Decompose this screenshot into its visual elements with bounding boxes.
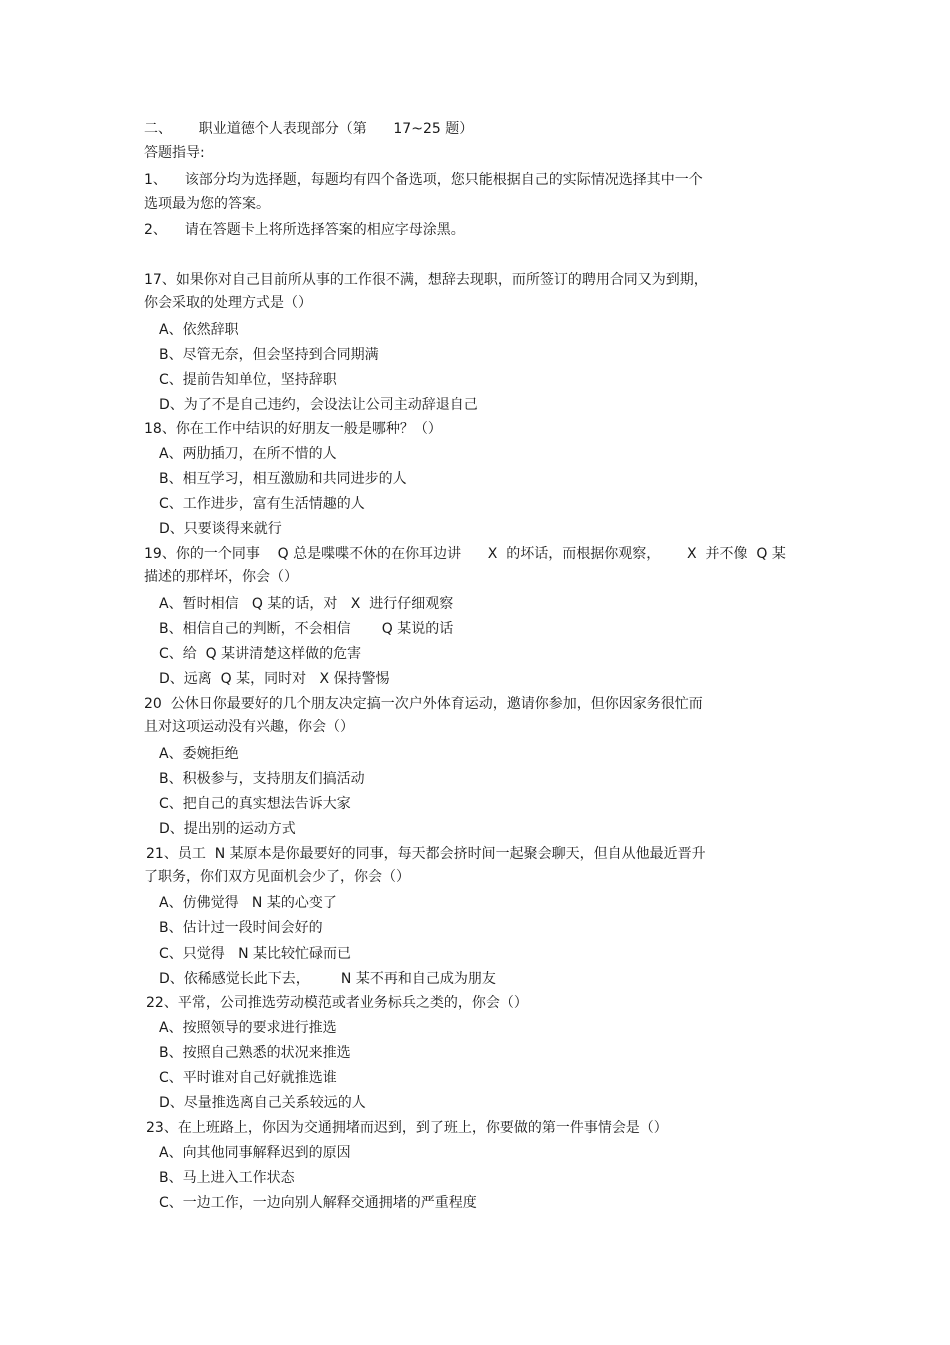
instructions-label: 答题指导: <box>144 145 205 161</box>
question-17-stem: 17、如果你对自己目前所从事的工作很不满，想辞去现职，而所签订的聘用合同又为到期， <box>144 272 708 288</box>
question-21-stem: 21、员工 N 某原本是你最要好的同事，每天都会挤时间一起聚会聊天，但自从他最近晋升 <box>146 846 706 862</box>
question-19-stem: 19、你的一个同事 Q 总是喋喋不休的在你耳边讲 X 的坏话，而根据你观察， X 并不像 Q 某 <box>144 546 786 562</box>
question-19-option-a: A、暂时相信 Q 某的话，对 X 进行仔细观察 <box>159 596 454 612</box>
question-19-stem-cont: 描述的那样坏，你会（） <box>144 569 298 585</box>
question-21-option-d: D、依稀感觉长此下去， N 某不再和自己成为朋友 <box>159 971 496 987</box>
question-21-stem-cont: 了职务，你们双方见面机会少了，你会（） <box>144 869 410 885</box>
question-18-option-b: B、相互学习，相互激励和共同进步的人 <box>159 471 407 487</box>
instruction-item-2: 2、 请在答题卡上将所选择答案的相应字母涂黑。 <box>144 222 465 238</box>
question-23-stem: 23、在上班路上，你因为交通拥堵而迟到，到了班上，你要做的第一件事情会是（） <box>146 1120 668 1136</box>
question-20-stem-cont: 且对这项运动没有兴趣，你会（） <box>144 719 354 735</box>
question-17-option-c: C、提前告知单位，坚持辞职 <box>159 372 337 388</box>
question-17-option-d: D、为了不是自己违约，会设法让公司主动辞退自己 <box>159 397 478 413</box>
question-18-stem: 18、你在工作中结识的好朋友一般是哪种？（） <box>144 421 442 437</box>
question-19-option-d: D、远离 Q 某，同时对 X 保持警惕 <box>159 671 390 687</box>
question-18-option-a: A、两肋插刀，在所不惜的人 <box>159 446 337 462</box>
question-17-option-b: B、尽管无奈，但会坚持到合同期满 <box>159 347 379 363</box>
question-18-option-c: C、工作进步，富有生活情趣的人 <box>159 496 365 512</box>
question-22-option-c: C、平时谁对自己好就推选谁 <box>159 1070 337 1086</box>
question-21-option-b: B、估计过一段时间会好的 <box>159 920 323 936</box>
question-23-option-c: C、一边工作，一边向别人解释交通拥堵的严重程度 <box>159 1195 477 1211</box>
question-19-option-c: C、给 Q 某讲清楚这样做的危害 <box>159 646 362 662</box>
question-18-option-d: D、只要谈得来就行 <box>159 521 282 537</box>
instruction-item-1-cont: 选项最为您的答案。 <box>144 196 270 212</box>
question-20-stem: 20 公休日你最要好的几个朋友决定搞一次户外体育运动，邀请你参加，但你因家务很忙而 <box>144 696 703 712</box>
question-20-option-c: C、把自己的真实想法告诉大家 <box>159 796 351 812</box>
question-19-option-b: B、相信自己的判断，不会相信 Q 某说的话 <box>159 621 454 637</box>
section-title: 二、 职业道德个人表现部分（第 17~25 题） <box>144 121 474 137</box>
question-22-option-b: B、按照自己熟悉的状况来推选 <box>159 1045 351 1061</box>
question-20-option-b: B、积极参与，支持朋友们搞活动 <box>159 771 365 787</box>
question-23-option-a: A、向其他同事解释迟到的原因 <box>159 1145 351 1161</box>
question-20-option-d: D、提出别的运动方式 <box>159 821 296 837</box>
question-22-option-a: A、按照领导的要求进行推选 <box>159 1020 337 1036</box>
instruction-item-1: 1、 该部分均为选择题，每题均有四个备选项，您只能根据自己的实际情况选择其中一个 <box>144 172 703 188</box>
question-23-option-b: B、马上进入工作状态 <box>159 1170 295 1186</box>
question-17-stem-cont: 你会采取的处理方式是（） <box>144 295 312 311</box>
question-22-stem: 22、平常，公司推选劳动模范或者业务标兵之类的，你会（） <box>146 995 528 1011</box>
question-21-option-a: A、仿佛觉得 N 某的心变了 <box>159 895 337 911</box>
question-21-option-c: C、只觉得 N 某比较忙碌而已 <box>159 946 352 962</box>
question-17-option-a: A、依然辞职 <box>159 322 239 338</box>
question-22-option-d: D、尽量推选离自己关系较远的人 <box>159 1095 366 1111</box>
question-20-option-a: A、委婉拒绝 <box>159 746 239 762</box>
